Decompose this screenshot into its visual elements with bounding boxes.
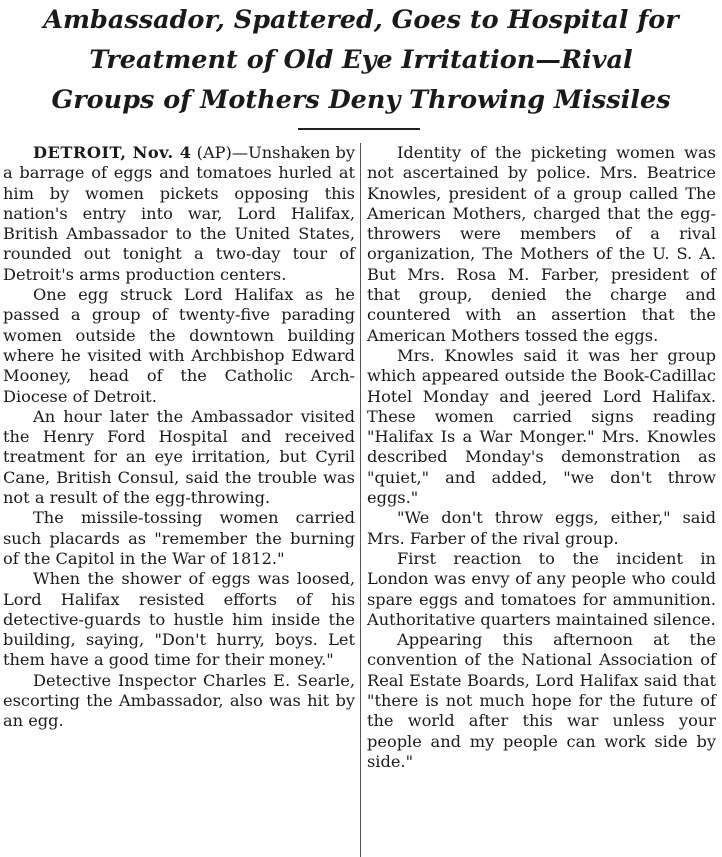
paragraph: An hour later the Ambassador visited the Henry Ford Hospital and received treatment for an eye irritation, but Cyril Cane, British Consul, said the trouble was not a result of the egg-throwing. — [3, 406, 355, 508]
paragraph: The missile-tossing women carried such placards as "remember the burning of the Capitol in the War of 1812." — [3, 508, 355, 568]
lead-text: —Unshaken by a barrage of eggs and tomatoes hurled at him by women pickets opposing this nation's entry into war, Lord Halifax, British Ambassador to the United States, rounded out tonight a two-day tour of Detroit's arms production centers. — [3, 143, 355, 284]
headline-divider — [298, 128, 420, 130]
article-body — [0, 143, 722, 857]
paragraph: First reaction to the incident in London was envy of any people who could spare eggs and tomatoes for ammunition. Authoritative quarters maintained silence. — [367, 548, 716, 629]
paragraph: Detective Inspector Charles E. Searle, escorting the Ambassador, also was hit by an egg. — [3, 670, 355, 731]
paragraph: Appearing this afternoon at the convention of the National Association of Real Estate Boards, Lord Halifax said that "there is not much hope for the future of the world after this war unless your people and my people can work side by side." — [367, 630, 716, 771]
paragraph: "We don't throw eggs, either," said Mrs. Farber of the rival group. — [367, 508, 716, 548]
paragraph: One egg struck Lord Halifax as he passed a group of twenty-five parading women outside the downtown building where he visited with Archbishop Edward Mooney, head of the Catholic Arch-Diocese of Detroit. — [3, 285, 355, 406]
headline-line-3: Groups of Mothers Deny Throwing Missiles — [51, 85, 671, 115]
left-column — [3, 143, 355, 732]
right-column — [367, 143, 716, 772]
paragraph: Identity of the picketing women was not ascertained by police. Mrs. Beatrice Knowles, president of a group called The American Mothers, charged that the egg-throwers were members of a rival organization, The Mothers of the U. S. A. But Mrs. Rosa M. Farber, president of that group, denied the charge and countered with an assertion that the American Mothers tossed the eggs. — [367, 143, 716, 345]
headline-line-2: Treatment of Old Eye Irritation—Rival — [89, 45, 633, 75]
lead-paragraph — [3, 143, 355, 285]
dateline: DETROIT, Nov. 4 — [33, 143, 192, 162]
paragraph: When the shower of eggs was loosed, Lord Halifax resisted efforts of his detective-guards to hustle him inside the building, saying, "Don't hurry, boys. Let them have a good time for their money." — [3, 569, 355, 670]
headline — [0, 0, 722, 120]
paragraph: Mrs. Knowles said it was her group which appeared outside the Book-Cadillac Hotel Monday and jeered Lord Halifax. These women carried signs reading "Halifax Is a War Monger." Mrs. Knowles described Monday's demonstration as "quiet," and added, "we don't throw eggs." — [367, 345, 716, 508]
headline-line-1: Ambassador, Spattered, Goes to Hospital for — [43, 5, 679, 35]
wire-source: (AP) — [196, 143, 232, 162]
